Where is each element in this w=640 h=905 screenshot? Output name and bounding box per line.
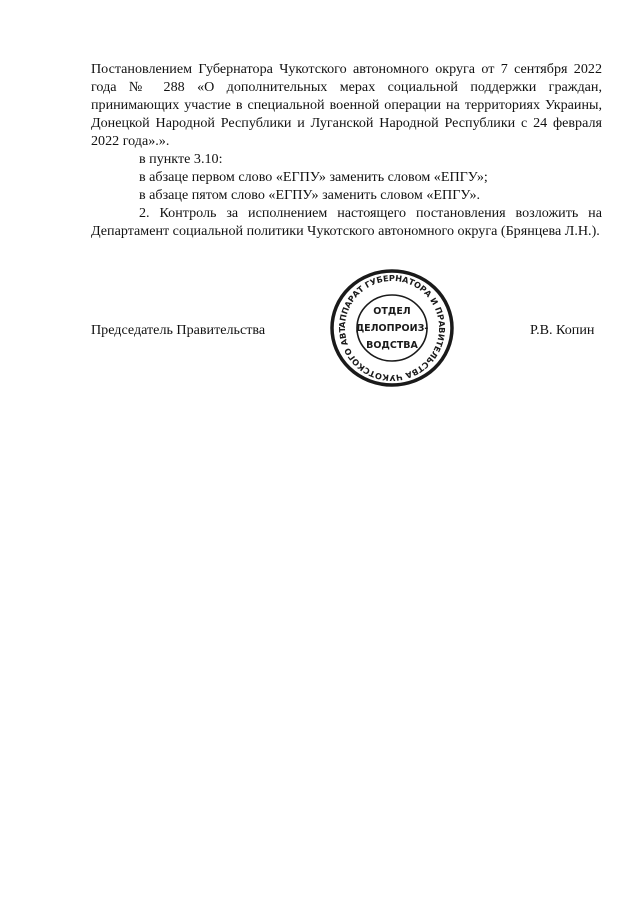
- stamp-center-line-1: ОТДЕЛ: [373, 306, 411, 317]
- office-stamp: [326, 268, 458, 388]
- signatory-name: Р.В. Копин: [530, 322, 595, 338]
- document-body: [91, 60, 602, 240]
- paragraph-resolution-reference: Постановлением Губернатора Чукотского автономного округа от 7 сентября 2022 года № 288 «О дополнительных мерах социальной поддержки граждан, принимающих участие в специальной военной операции на территориях Украины, Донецкой Народной Республики и Луганской Народной Республики с 24 февраля 2022 года».».: [91, 61, 602, 149]
- line-first-paragraph-change: в абзаце первом слово «ЕГПУ» заменить словом «ЕПГУ»;: [139, 169, 488, 185]
- line-fifth-paragraph-change: в абзаце пятом слово «ЕГПУ» заменить словом «ЕПГУ».: [139, 187, 481, 203]
- stamp-icon: [326, 268, 458, 388]
- stamp-center-line-3: ВОДСТВА: [366, 340, 418, 351]
- stamp-ring-text: АППАРАТ ГУБЕРНАТОРА И ПРАВИТЕЛЬСТВА ЧУКОТСКОГО АВТ: [336, 272, 448, 384]
- stamp-center-line-2: ДЕЛОПРОИЗ-: [355, 323, 429, 334]
- line-point-3-10: в пункте 3.10:: [139, 151, 223, 167]
- paragraph-control: 2. Контроль за исполнением настоящего постановления возложить на Департамент социальной политики Чукотского автономного округа (Брянцева Л.Н.).: [91, 205, 602, 239]
- signatory-position: Председатель Правительства: [91, 322, 266, 338]
